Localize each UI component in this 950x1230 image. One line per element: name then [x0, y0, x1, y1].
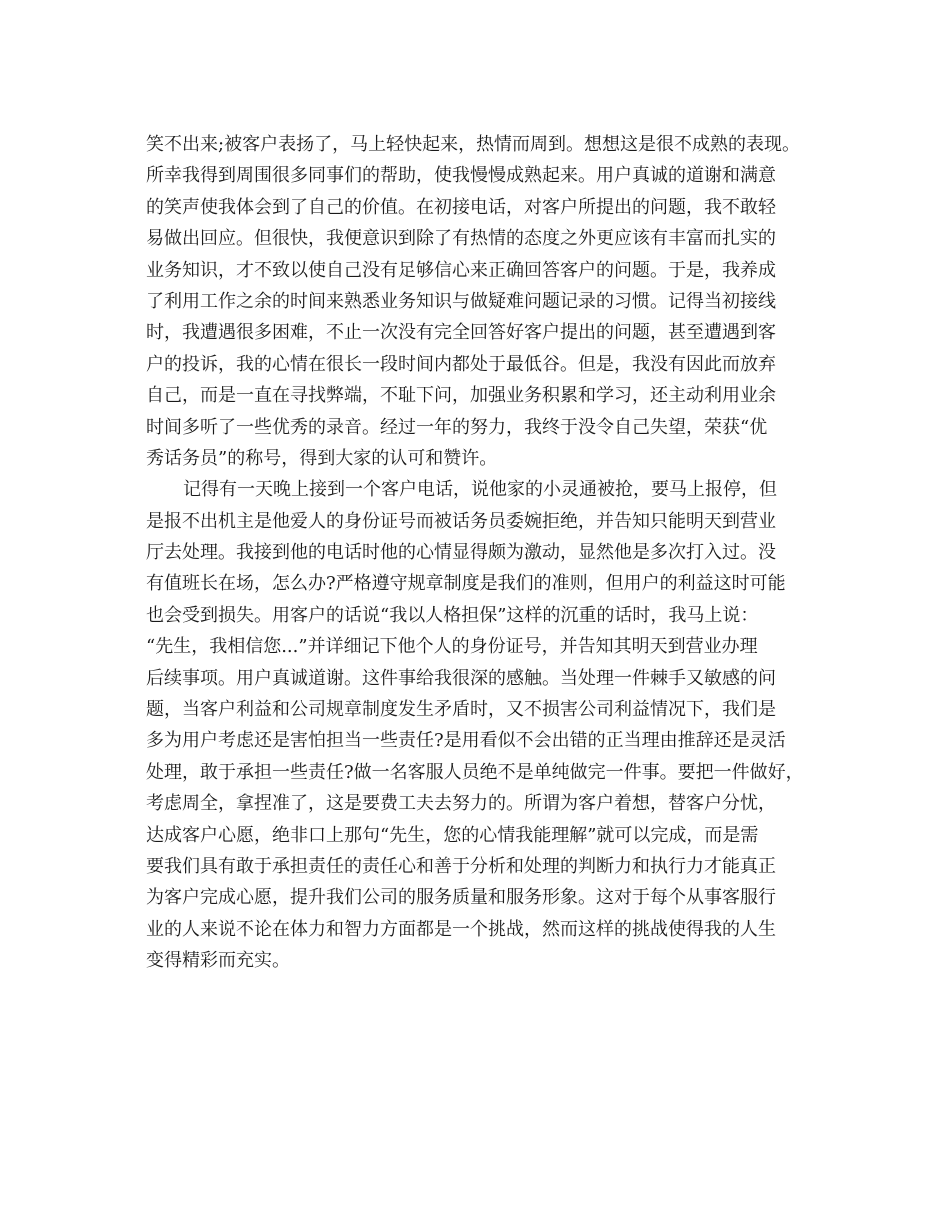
text-line: 变得精彩而充实。	[146, 950, 290, 972]
text-line: 厅去处理。我接到他的电话时他的心情显得颇为激动，显然他是多次打入过。没	[146, 542, 776, 564]
text-line: 户的投诉，我的心情在很长一段时间内都处于最低谷。但是，我没有因此而放弃	[146, 353, 776, 375]
text-line: 易做出回应。但很快，我便意识到除了有热情的态度之外更应该有丰富而扎实的	[146, 228, 776, 250]
text-line: 有值班长在场，怎么办?严格遵守规章制度是我们的准则，但用户的利益这时可能	[146, 573, 786, 595]
paragraph-1	[146, 129, 836, 474]
text-line: 的笑声使我体会到了自己的价值。在初接电话，对客户所提出的问题，我不敢轻	[146, 196, 776, 218]
text-line: 笑不出来;被客户表扬了，马上轻快起来，热情而周到。想想这是很不成熟的表现。	[146, 134, 801, 155]
text-line: 考虑周全，拿捏准了，这是要费工夫去努力的。所谓为客户着想，替客户分忧，	[146, 793, 776, 815]
text-line: 多为用户考虑还是害怕担当一些责任?是用看似不会出错的正当理由推辞还是灵活	[146, 730, 786, 752]
text-line: 所幸我得到周围很多同事们的帮助，使我慢慢成熟起来。用户真诚的道谢和满意	[146, 165, 776, 187]
text-line: 业务知识，才不致以使自己没有足够信心来正确回答客户的问题。于是，我养成	[146, 259, 776, 281]
text-line: 秀话务员”的称号，得到大家的认可和赞许。	[146, 447, 498, 469]
text-line: 时间多听了一些优秀的录音。经过一年的努力，我终于没令自己失望，荣获“优	[146, 416, 768, 438]
text-line: 后续事项。用户真诚道谢。这件事给我很深的感触。当处理一件棘手又敏感的问	[146, 667, 776, 689]
text-line: 是报不出机主是他爱人的身份证号而被话务员委婉拒绝，并告知只能明天到营业	[146, 510, 776, 532]
text-line: 达成客户心愿，绝非口上那句“先生，您的心情我能理解”就可以完成，而是需	[146, 824, 759, 846]
text-line: 时，我遭遇很多困难，不止一次没有完全回答好客户提出的问题，甚至遭遇到客	[146, 322, 776, 344]
text-line: 业的人来说不论在体力和智力方面都是一个挑战，然而这样的挑战使得我的人生	[146, 918, 776, 940]
text-line: 自己，而是一直在寻找弊端，不耻下问，加强业务积累和学习，还主动利用业余	[146, 385, 776, 407]
text-line-indented: 记得有一天晚上接到一个客户电话，说他家的小灵通被抢，要马上报停，但	[183, 479, 777, 501]
text-line: 题，当客户利益和公司规章制度发生矛盾时，又不损害公司利益情况下，我们是	[146, 699, 776, 721]
text-line: 要我们具有敢于承担责任的责任心和善于分析和处理的判断力和执行力才能真正	[146, 855, 776, 877]
body-text	[146, 129, 836, 977]
text-line: 了利用工作之余的时间来熟悉业务知识与做疑难问题记录的习惯。记得当初接线	[146, 290, 776, 312]
text-line: 也会受到损失。用客户的话说“我以人格担保”这样的沉重的话时，我马上说：	[146, 604, 759, 626]
text-line: 为客户完成心愿，提升我们公司的服务质量和服务形象。这对于每个从事客服行	[146, 887, 776, 909]
paragraph-2	[146, 474, 836, 976]
text-line: “先生，我相信您...”并详细记下他个人的身份证号，并告知其明天到营业办理	[146, 636, 758, 658]
text-line: 处理，敢于承担一些责任?做一名客服人员绝不是单纯做完一件事。要把一件做好，	[146, 761, 804, 783]
